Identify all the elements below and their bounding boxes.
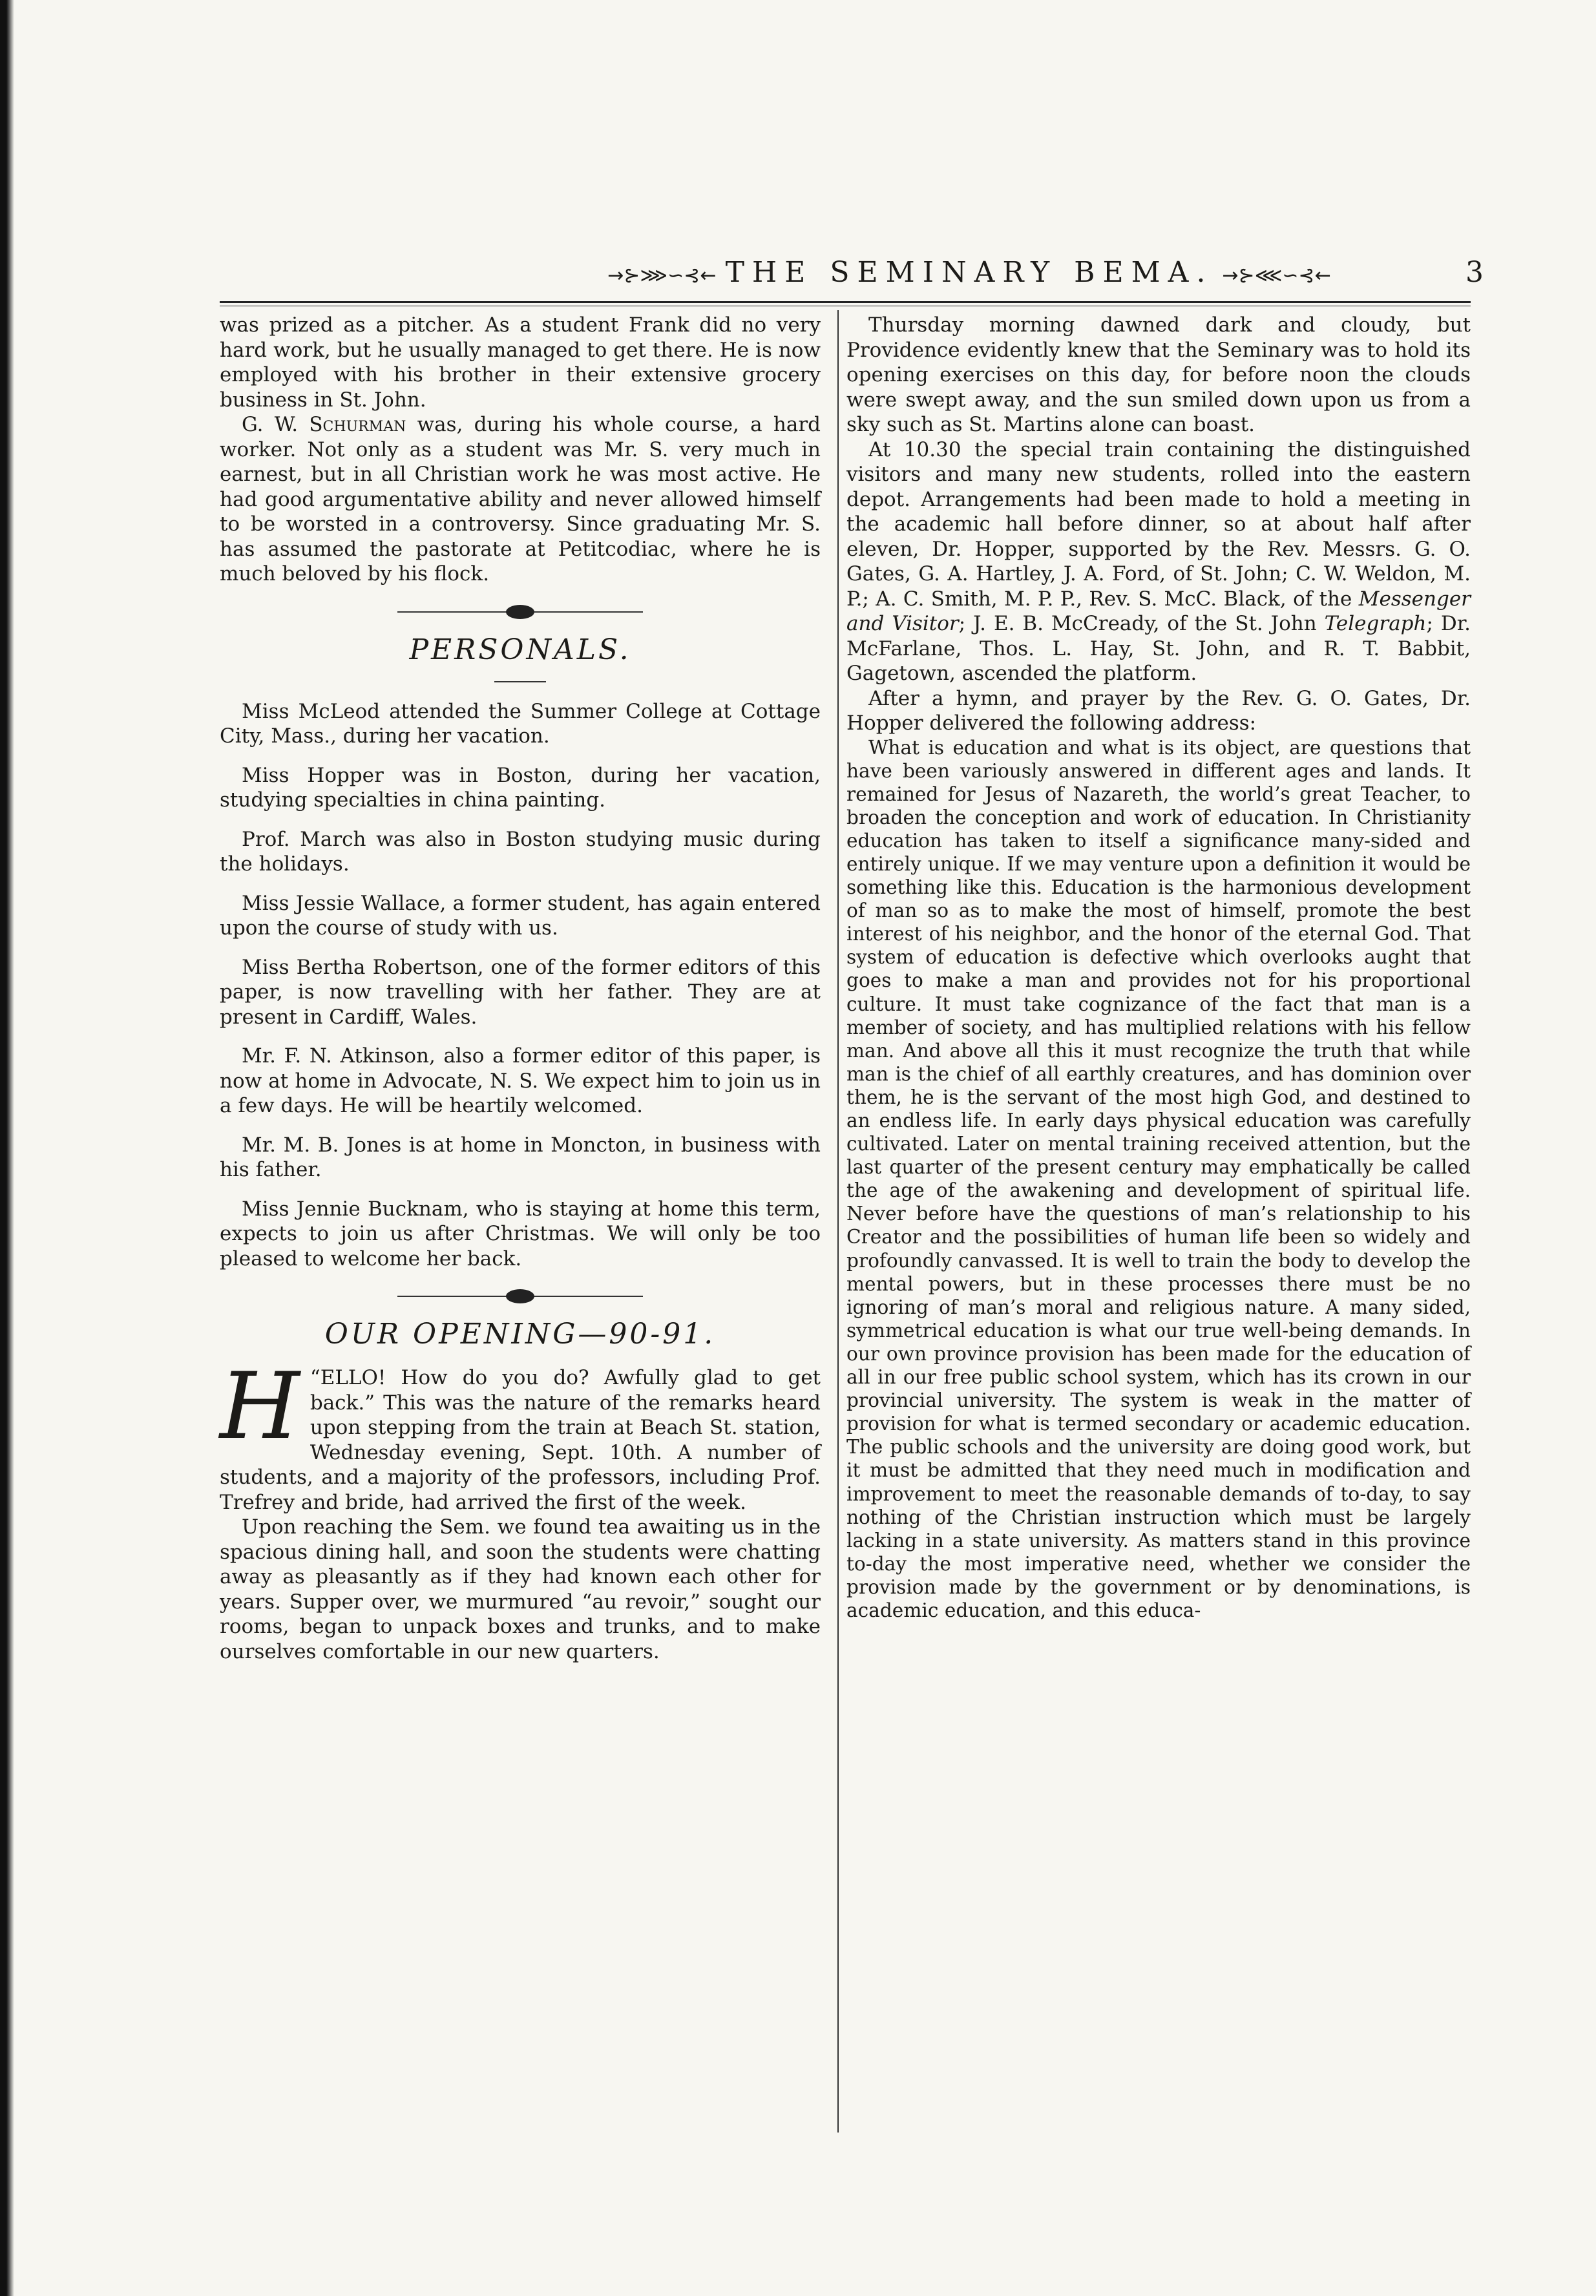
personals-rule bbox=[494, 681, 546, 682]
messenger-visitor: Messenger and Visitor bbox=[846, 587, 1471, 635]
telegraph: Telegraph bbox=[1324, 612, 1427, 635]
left-paragraph-schurman bbox=[220, 412, 821, 587]
opening-paragraph-2: Upon reaching the Sem. we found tea awaiting us in the spacious dining hall, and soon the students were chatting away as pleasantly as if they had known each other for years. Supper over, we murmured “au revoir,” sought our rooms, began to unpack boxes and trunks, and to make ourselves comfortable in our new quarters. bbox=[220, 1515, 821, 1663]
left-column bbox=[220, 313, 821, 1664]
opening-text-1: “ELLO! How do you do? Awfully glad to get back.” This was the nature of the remarks heard upon stepping from the train at Beach St. station, Wednesday evening, Sept. 10th. A number of students, and a majority of the professors, including Prof. Trefrey and bride, had arrived the first of the week. bbox=[220, 1366, 821, 1514]
right-paragraph-thursday: Thursday morning dawned dark and cloudy, but Providence evidently knew that the Seminary was to hold its opening exercises on this day, for before noon the clouds were swept away, and the sun smiled down upon us from a sky such as St. Martins alone can boast. bbox=[846, 313, 1471, 436]
section-divider bbox=[397, 1287, 643, 1306]
train-text-a: At 10.30 the special train containing the distinguished visitors and many new students, rolled into the eastern depot. Arrangements had been made to hold a meeting in the academic hall before dinner, so at about half after eleven, Dr. Hopper, supported by the Rev. Messrs. G. O. Gates, G. A. Hartley, J. A. Ford, of St. John; C. W. Weldon, M. P.; A. C. Smith, M. P. P., Rev. S. McC. Black, of the bbox=[846, 437, 1471, 611]
personal-item: Miss Jessie Wallace, a former student, has again entered upon the course of study with us. bbox=[220, 891, 821, 940]
opening-paragraph-1 bbox=[220, 1353, 821, 1515]
schurman-name: G. W. Schurman bbox=[242, 413, 406, 436]
personal-item: Miss Bertha Robertson, one of the former editors of this paper, is now travelling with her father. They are at present in Cardiff, Wales. bbox=[220, 955, 821, 1029]
page-number: 3 bbox=[1465, 256, 1484, 289]
opening-heading: OUR OPENING—90-91. bbox=[324, 1318, 716, 1351]
divider-ornament bbox=[506, 605, 534, 619]
drop-cap: H bbox=[220, 1353, 300, 1460]
personal-item: Miss Jennie Bucknam, who is staying at home this term, expects to join us after Christmas. We will only be too pleased to welcome her back. bbox=[220, 1197, 821, 1270]
address-text: What is education and what is its object, are questions that have been variously answered in different ages and lands. It remained for Jesus of Nazareth, the world’s great Teacher, to broaden the conception and work of education. In Christianity education has taken to itself a significance many-sided and entirely unique. If we may venture upon a definition it would be something like this. Education is the harmonious development of man so as to make the most of himself, promote the best interest of his neighbor, and the honor of the eternal God. That system of education is defective which overlooks aught that goes to make a man and provides not for his proportional culture. It must take cognizance of the fact that man is a member of society, and has multiplied relations with his fellow man. And above all this it must recognize the truth that while man is the chief of all earthly creatures, and has dominion over them, he is the servant of the most high God, and destined to an endless life. In early days physical education was carefully cultivated. Later on mental training received attention, but the last quarter of the present century may emphatically be called the age of the awakening and development of spiritual life. Never before have the questions of man’s relationship to his Creator and the possibilities of human life been so widely and profoundly canvassed. It is well to train the body to develop the mental powers, but in these processes there must be no ignoring of man’s moral and religious nature. A many sided, symmetrical education is what our true well-being demands. In our own province provision has been made for the education of all in our free public school system, which has its crown in our provincial university. The system is weak in the matter of provision for what is termed secondary or academic education. The public schools and the university are doing good work, but it must be admitted that they need much in modification and improvement to meet the reasonable demands of to-day, to say nothing of the Christian instruction which must be largely lacking in a state university. As matters stand in this province to-day the most imperative need, whether we consider the provision made by the government or by denominations, is academic education, and this educa- bbox=[846, 736, 1471, 1621]
header-rule-thick bbox=[220, 301, 1471, 303]
column-divider bbox=[837, 310, 839, 2133]
personals-heading: PERSONALS. bbox=[409, 633, 631, 666]
personal-item: Miss Hopper was in Boston, during her vacation, studying specialties in china painting. bbox=[220, 763, 821, 812]
right-paragraph-hymn: After a hymn, and prayer by the Rev. G. O. Gates, Dr. Hopper delivered the following address: bbox=[846, 686, 1471, 735]
train-text-c: ; Dr. McFarlane, Thos. L. Hay, St. John, and R. T. Babbit, Gagetown, ascended the platform. bbox=[846, 612, 1471, 685]
personal-item: Miss McLeod attended the Summer College at Cottage City, Mass., during her vacation. bbox=[220, 699, 821, 748]
train-text-b: ; J. E. B. McCready, of the St. John bbox=[958, 612, 1325, 635]
personal-item: Mr. M. B. Jones is at home in Moncton, in business with his father. bbox=[220, 1133, 821, 1181]
section-divider bbox=[397, 602, 643, 622]
left-paragraph-continued: was prized as a pitcher. As a student Frank did no very hard work, but he usually managed to get there. He is now employed with his brother in their extensive grocery business in St. John. bbox=[220, 313, 821, 412]
personal-item: Mr. F. N. Atkinson, also a former editor of this paper, is now at home in Advocate, N. S. We expect him to join us in a few days. He will be heartily welcomed. bbox=[220, 1044, 821, 1117]
divider-ornament bbox=[506, 1289, 534, 1303]
journal-title: THE SEMINARY BEMA. bbox=[725, 256, 1213, 289]
schurman-text: was, during his whole course, a hard worker. Not only as a student was Mr. S. very much in earnest, but in all Christian work he was most active. He had good argumentative ability and never allowed himself to be worsted in a controversy. Since graduating Mr. S. has assumed the pastorate at Petitcodiac, where he is much beloved by his flock. bbox=[220, 413, 821, 585]
running-header bbox=[452, 253, 1486, 292]
personal-item: Prof. March was also in Boston studying music during the holidays. bbox=[220, 827, 821, 876]
binding-edge bbox=[0, 0, 14, 2296]
header-ornament-left: →⊱⋙∽⊰← bbox=[607, 264, 717, 287]
right-column bbox=[846, 313, 1471, 1622]
right-paragraph-train bbox=[846, 437, 1471, 686]
header-ornament-right: →⊱⋘∽⊰← bbox=[1222, 264, 1331, 287]
